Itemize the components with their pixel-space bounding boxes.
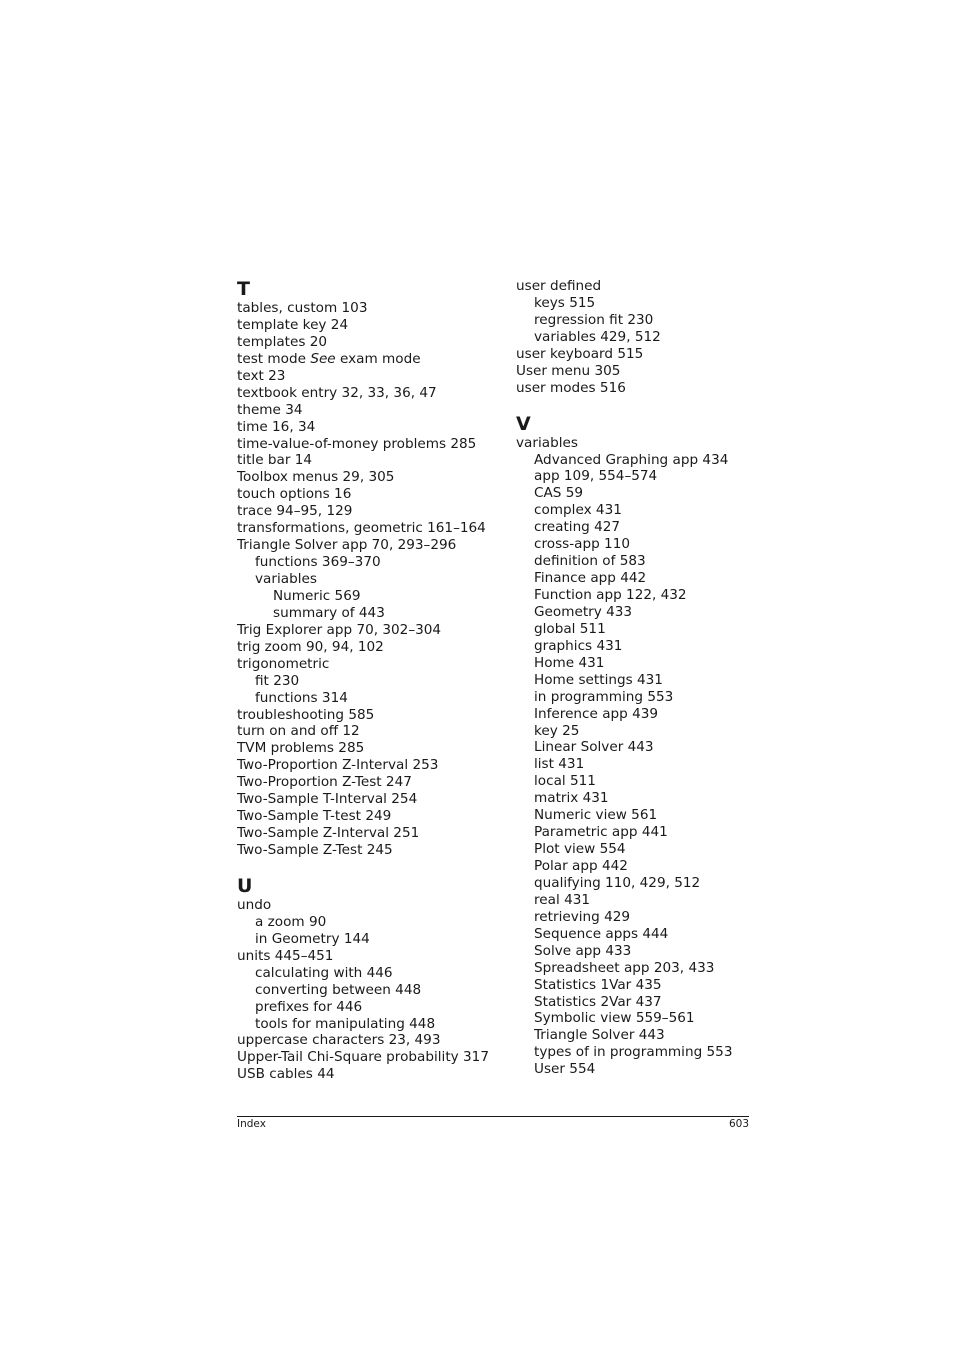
index-entry: User menu 305 — [516, 362, 621, 379]
index-subentry: variables 429, 512 — [534, 328, 661, 345]
index-entry: theme 34 — [237, 401, 303, 418]
entry-see-reference: See — [310, 350, 336, 367]
index-subentry: Triangle Solver 443 — [534, 1027, 665, 1044]
index-subentry: global 511 — [534, 620, 606, 637]
index-entry: touch options 16 — [237, 486, 352, 503]
index-letter-heading: V — [516, 412, 531, 435]
index-entry: time-value-of-money problems 285 — [237, 435, 477, 452]
index-subentry: fit 230 — [255, 672, 300, 689]
index-entry: troubleshooting 585 — [237, 706, 375, 723]
index-subentry: graphics 431 — [534, 637, 623, 654]
index-subentry: Inference app 439 — [534, 705, 659, 722]
index-subentry: matrix 431 — [534, 790, 609, 807]
index-subentry: Sequence apps 444 — [534, 925, 669, 942]
index-letter-heading: T — [237, 278, 250, 300]
index-entry: undo — [237, 896, 272, 913]
index-entry: text 23 — [237, 367, 286, 384]
index-subentry: Function app 122, 432 — [534, 587, 687, 603]
index-subentry: Plot view 554 — [534, 841, 626, 858]
index-entry: Two-Proportion Z-Test 247 — [237, 774, 412, 791]
index-entry: trig zoom 90, 94, 102 — [237, 638, 384, 655]
index-entry: Upper-Tail Chi-Square probability 317 — [237, 1049, 489, 1066]
index-subentry: Linear Solver 443 — [534, 739, 654, 756]
index-subentry: app 109, 554–574 — [534, 468, 658, 485]
index-subentry: Home 431 — [534, 654, 605, 671]
index-subentry: Numeric view 561 — [534, 807, 658, 824]
index-subentry: retrieving 429 — [534, 908, 631, 925]
index-entry: transformations, geometric 161–164 — [237, 520, 486, 537]
index-subentry: Statistics 2Var 437 — [534, 993, 662, 1010]
index-entry: TVM problems 285 — [237, 740, 365, 757]
index-subentry: a zoom 90 — [255, 913, 327, 930]
index-subentry: Polar app 442 — [534, 858, 628, 874]
index-subentry: regression fit 230 — [534, 311, 654, 328]
index-subentry: definition of 583 — [534, 553, 646, 570]
index-entry: user defined — [516, 278, 602, 294]
footer-section-label: Index — [237, 1118, 266, 1130]
index-subentry: Parametric app 441 — [534, 824, 668, 841]
index-subentry: Numeric 569 — [273, 587, 361, 604]
index-subentry: Statistics 1Var 435 — [534, 976, 662, 993]
index-subentry: creating 427 — [534, 519, 621, 536]
index-subentry: in programming 553 — [534, 688, 674, 705]
index-entry: Trig Explorer app 70, 302–304 — [237, 621, 442, 638]
index-subentry: Finance app 442 — [534, 570, 647, 587]
footer-page-number: 603 — [728, 1118, 749, 1130]
index-entry: user keyboard 515 — [516, 345, 644, 362]
section-spacer — [516, 397, 756, 413]
index-column-right — [516, 278, 756, 1078]
index-entry: tables, custom 103 — [237, 300, 368, 316]
index-subentry: in Geometry 144 — [255, 930, 370, 947]
index-subentry: Solve app 433 — [534, 942, 632, 959]
index-subentry: list 431 — [534, 756, 585, 773]
index-entry: Two-Sample T-Interval 254 — [237, 791, 418, 808]
index-entry: trace 94–95, 129 — [237, 503, 353, 520]
index-subentry: Advanced Graphing app 434 — [534, 451, 729, 468]
index-entry: Toolbox menus 29, 305 — [237, 469, 395, 486]
index-subentry: Geometry 433 — [534, 603, 633, 620]
entry-text: test mode — [237, 350, 311, 367]
index-subentry: summary of 443 — [273, 604, 385, 621]
entry-text-rest: exam mode — [335, 350, 421, 367]
index-entry: variables — [516, 434, 578, 451]
index-subentry: User 554 — [534, 1061, 596, 1078]
index-subentry: functions 314 — [255, 689, 348, 706]
footer-rule — [237, 1116, 749, 1117]
index-subentry: local 511 — [534, 773, 596, 790]
index-entry: user modes 516 — [516, 379, 626, 396]
index-subentry: qualifying 110, 429, 512 — [534, 874, 701, 891]
index-subentry: Home settings 431 — [534, 671, 663, 688]
index-subentry: types of in programming 553 — [534, 1044, 733, 1061]
index-subentry: prefixes for 446 — [255, 998, 363, 1015]
index-entry: units 445–451 — [237, 947, 334, 964]
index-entry: uppercase characters 23, 493 — [237, 1032, 441, 1049]
index-entry: templates 20 — [237, 333, 328, 350]
index-entry — [237, 351, 507, 368]
index-entry: Triangle Solver app 70, 293–296 — [237, 537, 457, 554]
index-entry: Two-Sample Z-Test 245 — [237, 842, 393, 858]
index-subentry: converting between 448 — [255, 981, 422, 998]
index-column-left — [237, 278, 507, 1083]
index-subentry: functions 369–370 — [255, 554, 381, 571]
index-entry: time 16, 34 — [237, 418, 316, 435]
index-entry: USB cables 44 — [237, 1066, 335, 1083]
index-subentry: CAS 59 — [534, 485, 584, 502]
index-entry: trigonometric — [237, 655, 330, 672]
index-entry: Two-Sample Z-Interval 251 — [237, 825, 420, 842]
index-subentry: cross-app 110 — [534, 536, 631, 553]
index-subentry: real 431 — [534, 891, 591, 908]
index-subentry: Symbolic view 559–561 — [534, 1010, 695, 1027]
index-subentry: complex 431 — [534, 502, 622, 519]
index-entry: template key 24 — [237, 316, 349, 333]
index-entry: turn on and off 12 — [237, 723, 360, 740]
index-subentry: tools for manipulating 448 — [255, 1015, 436, 1032]
section-spacer — [237, 859, 507, 875]
index-subentry: Spreadsheet app 203, 433 — [534, 959, 715, 976]
index-subentry: keys 515 — [534, 294, 596, 311]
index-subentry: calculating with 446 — [255, 964, 393, 981]
index-letter-heading: U — [237, 874, 253, 897]
index-entry: title bar 14 — [237, 452, 313, 469]
index-entry: Two-Sample T-test 249 — [237, 808, 392, 825]
index-subentry: key 25 — [534, 722, 580, 739]
index-entry: textbook entry 32, 33, 36, 47 — [237, 384, 437, 401]
index-subentry: variables — [255, 571, 317, 587]
index-entry: Two-Proportion Z-Interval 253 — [237, 757, 439, 774]
